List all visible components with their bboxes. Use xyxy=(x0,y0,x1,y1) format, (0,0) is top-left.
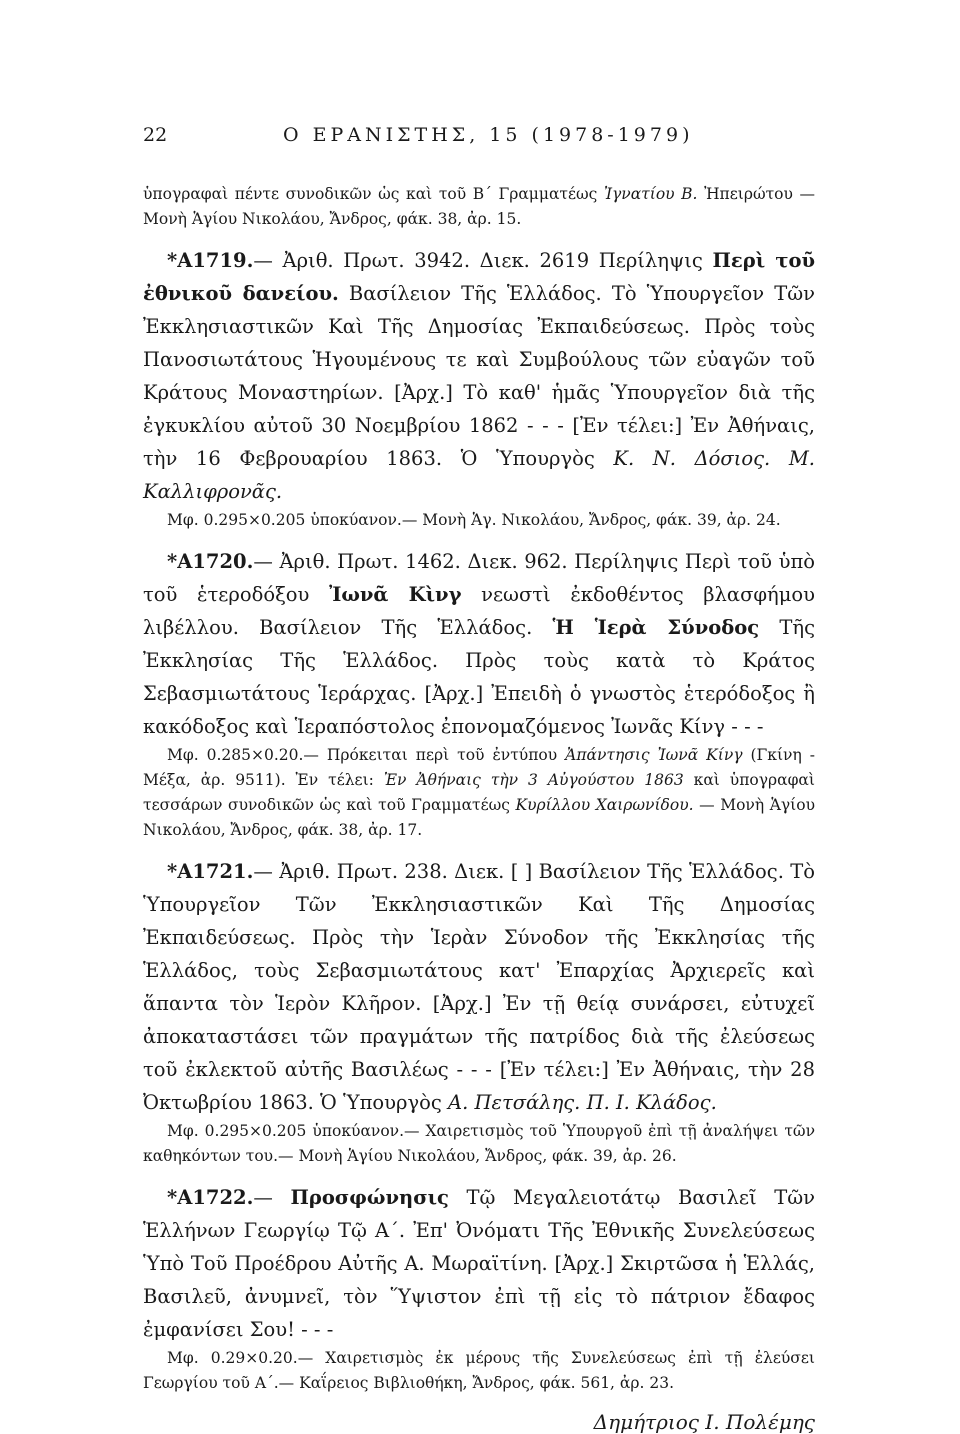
entry-a1719 xyxy=(143,244,815,508)
entry-signatories: Κ. Ν. Δόσιος. Μ. Καλλιφρονᾶς. xyxy=(143,447,815,503)
note-part: καὶ ὑπογραφαὶ τεσσάρων συνοδικῶν ὡς καὶ τοῦ Γραμματέως xyxy=(143,771,815,814)
note-italic: Ἀπάντησις Ἰωνᾶ Κίνγ xyxy=(565,746,743,764)
intro-note xyxy=(143,182,815,232)
entry-head: — Ἀριθ. Πρωτ. 238. Διεκ. [ ] Βασίλειον Τῆς Ἑλλάδος. Τὸ Ὑπουργεῖον Τῶν Ἐκκλησιαστικῶν Καὶ Τῆς Δημοσίας Ἐκπαιδεύσεως. Πρὸς τὴν Ἱερὰν Σύνοδον τῆς Ἐκκλησίας τῆς Ἑλλάδος, τοὺς Σεβασμιωτάτους κατ' Ἐπαρχίας Ἀρχιερεῖς καὶ ἅπαντα τὸν Ἱερὸν Κλῆρον. [Ἀρχ.] Ἐν τῇ θείᾳ συνάρσει, εὐτυχεῖ ἀποκαταστάσει τῶν πραγμάτων τῆς πατρίδος διὰ τῆς ἐλεύσεως τοῦ ἐκλεκτοῦ αὐτῆς Βασιλέως - - - [Ἐν τέλει:] Ἐν Ἀθήναις, τὴν 28 Ὀκτωβρίου 1863. Ὁ Ὑπουργὸς xyxy=(143,860,815,1114)
entry-signatories: Α. Πετσάλης. Π. Ι. Κλάδος. xyxy=(448,1091,717,1114)
author-signature: Δημήτριος Ι. Πολέμης xyxy=(593,1410,815,1434)
entry-text: Τῷ Μεγαλειοτάτῳ Βασιλεῖ Τῶν Ἑλλήνων Γεωργίῳ Τῷ Α΄. Ἐπ' Ὀνόματι Τῆς Ἐθνικῆς Συνελεύσεως Ὑπὸ Τοῦ Προέδρου Αὐτῆς Α. Μωραϊτίνη. [Ἀρχ.] Σκιρτῶσα ἡ Ἑλλάς, Βασιλεῦ, ἀνυμνεῖ, τὸν Ὕψιστον ἐπὶ τῇ εἰς τὸ πάτριον ἔδαφος ἐμφανίσει Σου! - - - xyxy=(143,1186,815,1341)
entry-a1719-note: Μφ. 0.295×0.205 ὑποκύανον.— Μονὴ Ἁγ. Νικολάου, Ἄνδρος, φάκ. 39, ἀρ. 24. xyxy=(167,511,781,529)
entry-a1722-note: Μφ. 0.29×0.20.— Χαιρετισμὸς ἐκ μέρους τῆς Συνελεύσεως ἐπὶ τῇ ἐλεύσει Γεωργίου τοῦ Α΄.— Καΐρειος Βιβλιοθήκη, Ἄνδρος, φάκ. 561, ἀρ. 23. xyxy=(143,1349,815,1392)
entry-head: — xyxy=(253,1186,291,1209)
running-title: Ο ΕΡΑΝΙΣΤΗΣ, 15 (1978-1979) xyxy=(283,124,694,146)
entry-a1720 xyxy=(143,545,815,743)
entry-a1722 xyxy=(143,1181,815,1346)
entry-title: Περὶ τοῦ ἐθνικοῦ δανείου. xyxy=(143,249,815,305)
intro-line: ὑπογραφαὶ πέντε συνοδικῶν ὡς καὶ τοῦ Β΄ Γραμματέως xyxy=(143,185,604,203)
entry-a1720-note xyxy=(143,743,815,843)
intro-rest: Ἠπειρώτου — Μονὴ Ἁγίου Νικολάου, Ἄνδρος, φάκ. 38, ἀρ. 15. xyxy=(143,185,816,228)
entry-text: Βασίλειον Τῆς Ἑλλάδος. Τὸ Ὑπουργεῖον Τῶν Ἐκκλησιαστικῶν Καὶ Τῆς Δημοσίας Ἐκπαιδεύσεως. Πρὸς τοὺς Πανοσιωτάτους Ἡγουμένους τε καὶ Συμβούλους τῶν εὐαγῶν τοῦ Κράτους Μοναστηρίων. [Ἀρχ.] Τὸ καθ' ἡμᾶς Ὑπουργεῖον διὰ τῆς ἐγκυκλίου αὐτοῦ 30 Νοεμβρίου 1862 - - - [Ἐν τέλει:] Ἐν Ἀθήναις, τὴν 16 Φεβρουαρίου 1863. Ὁ Ὑπουργὸς xyxy=(143,282,815,470)
entry-head: — Ἀριθ. Πρωτ. 1462. Διεκ. 962. Περίληψις Περὶ τοῦ ὑπὸ τοῦ ἑτεροδόξου xyxy=(143,550,815,606)
entry-text-2: Τῆς Ἐκκλησίας Τῆς Ἑλλάδος. Πρὸς τοὺς κατὰ τὸ Κράτος Σεβασμιωτάτους Ἱεράρχας. [Ἀρχ.] Ἐπειδὴ ὁ γνωστὸς ἑτερόδοξος ἢ κακόδοξος καὶ Ἱεραπόστολος ἐπονομαζόμενος Ἰωνᾶς Κίνγ - - - xyxy=(143,616,815,738)
entry-a1721 xyxy=(143,855,815,1119)
entry-a1721-note: Μφ. 0.295×0.205 ὑποκύανον.— Χαιρετισμὸς τοῦ Ὑπουργοῦ ἐπὶ τῇ ἀναλήψει τῶν καθηκόντων του.— Μονὴ Ἁγίου Νικολάου, Ἄνδρος, φάκ. 39, ἀρ. 26. xyxy=(143,1122,815,1165)
note-italic: Ἐν Ἀθήναις τὴν 3 Αὐγούστου 1863 xyxy=(383,771,684,789)
page-number: 22 xyxy=(143,124,168,146)
entry-id: *Α1722. xyxy=(167,1186,254,1209)
entry-title-2: Ἡ Ἱερὰ Σύνοδος xyxy=(552,616,760,639)
page-body xyxy=(143,182,815,1434)
entry-head: — Ἀριθ. Πρωτ. 3942. Διεκ. 2619 Περίληψις xyxy=(253,249,713,272)
note-part: (Γκίνη - Μέξα, ἀρ. 9511). Ἐν τέλει: xyxy=(143,746,815,789)
page-header xyxy=(143,124,813,154)
intro-italic: Ἰγνατίου Β. xyxy=(603,185,698,203)
note-part: — Μονὴ Ἁγίου Νικολάου, Ἄνδρος, φάκ. 38, ἀρ. 17. xyxy=(143,796,815,839)
entry-id: *Α1721. xyxy=(167,860,254,883)
entry-id: *Α1720. xyxy=(167,550,254,573)
note-italic: Κυρίλλου Χαιρωνίδου. xyxy=(515,796,694,814)
entry-title: Προσφώνησις xyxy=(290,1186,449,1209)
entry-id: *Α1719. xyxy=(167,249,254,272)
entry-title: Ἰωνᾶ Κὶνγ xyxy=(329,583,462,606)
note-part: Μφ. 0.285×0.20.— Πρόκειται περὶ τοῦ ἐντύπου xyxy=(167,746,566,764)
entry-text: νεωστὶ ἐκδοθέντος βλασφήμου λιβέλλου. Βασίλειον Τῆς Ἑλλάδος. xyxy=(143,583,815,639)
